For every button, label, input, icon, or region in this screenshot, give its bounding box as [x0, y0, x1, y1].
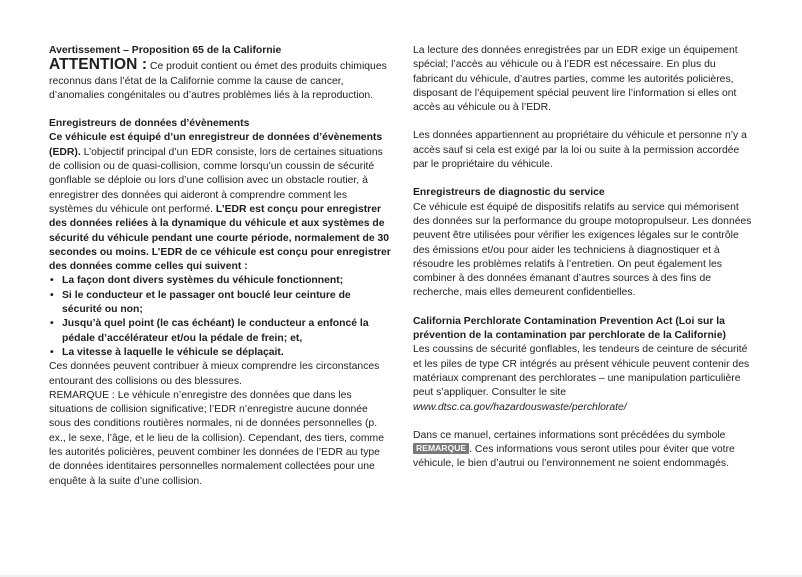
symbol-text-1: Dans ce manuel, certaines informations sont précédées du symbole	[413, 429, 726, 441]
diagnostic-paragraph: Ce véhicule est équipé de dispositifs relatifs au service qui mémorisent des données sur la performance du groupe motopropulseur. Les données peuvent être utilisées pour vérifier les exigences légales sur le contrôle des émissions et/ou pour aider les techniciens à diagnostiquer et à résoudre les problèmes relatifs à l’entretien. On peut également les combiner à des données émanant d’autres sources à des fins de recherche, mais elles demeurent confidentielles.	[413, 201, 752, 299]
perchlorate-heading: California Perchlorate Contamination Prevention Act (Loi sur la prévention de la contamination par perchlorate de la Californie)	[413, 315, 726, 342]
list-item: • La façon dont divers systèmes du véhicule fonctionnent;	[49, 274, 391, 288]
prop65-heading: Avertissement – Proposition 65 de la Californie	[49, 45, 282, 56]
attention-label: ATTENTION :	[49, 56, 148, 74]
diagnostic-heading: Enregistreurs de diagnostic du service	[413, 187, 605, 199]
edr-reading-paragraph: La lecture des données enregistrées par un EDR exige un équipement spécial; l’accès au véhicule ou à l’EDR est nécessaire. En plus du fabricant du véhicule, d’autres parties, comme les autorités policières, disposant de l’équipement spécial peuvent lire l’information si elles ont accès au véhicule ou à l’EDR.	[413, 45, 738, 114]
left-column	[49, 44, 391, 489]
list-item: • Si le conducteur et le passager ont bouclé leur ceinture de sécurité ou non;	[49, 289, 391, 318]
list-item: • La vitesse à laquelle le véhicule se déplaçait.	[49, 346, 391, 360]
edr-after-paragraph: Ces données peuvent contribuer à mieux comprendre les circonstances entourant des collisions ou des blessures.	[49, 361, 380, 387]
edr-text: L’objectif principal d’un EDR consiste, lors de certaines situations de collision ou de quasi-collision, comme lorsqu’un coussin de sécurité gonflable se déploie ou lors d’une collision avec un obstacle routier, à enregistrer des données qui aideront à comprendre comment les systèmes du véhicule ont performé.	[49, 146, 383, 215]
list-item: • Jusqu’à quel point (le cas échéant) le conducteur a enfoncé la pédale d’accélérateur et/ou la pédale de frein; et,	[49, 317, 391, 346]
prop65-paragraph	[49, 58, 391, 103]
perchlorate-link[interactable]: www.dtsc.ca.gov/hazardouswaste/perchlorate/	[413, 401, 627, 413]
symbol-paragraph	[413, 429, 757, 472]
edr-bullet-list	[49, 274, 391, 360]
edr-paragraph	[49, 131, 391, 274]
perchlorate-text: Les coussins de sécurité gonflables, les tendeurs de ceinture de sécurité et les piles de type CR intégrés au présent véhicule peuvent contenir des matériaux comprenant des perchlorates – une manipulation particulière peut s’appliquer. Consulter le site	[413, 344, 750, 399]
perchlorate-paragraph	[413, 343, 757, 414]
remarque-paragraph: REMARQUE : Le véhicule n’enregistre des données que dans les situations de collision significative; l’EDR n’enregistre aucune donnée sous des conditions routières normales, ni de données personnelles (p. ex., le sexe, l’âge, et le lieu de la collision). Cependant, des tiers, comme les autorités policières, peuvent combiner les données de l’EDR au type de données identitaires personnelles normalement collectées pour une enquête à la suite d’une collision.	[49, 389, 384, 487]
edr-bold-text: L’EDR est conçu pour enregistrer des données reliées à la dynamique du véhicule et aux systèmes de sécurité du véhicule pendant une courte période, normalement de 30 secondes ou moins. L’EDR de ce véhicule est conçu pour enregistrer des données comme celles qui suivent :	[49, 203, 391, 273]
symbol-text-2: . Ces informations vous seront utiles pour éviter que votre véhicule, le bien d’autrui ou l’environnement ne soient endommagés.	[413, 444, 735, 470]
prop65-text: Ce produit contient ou émet des produits chimiques reconnus dans l’état de la Californie comme la cause de cancer, d’anomalies congénitales ou d’autres problèmes liés à la reproduction.	[49, 61, 387, 101]
edr-ownership-paragraph: Les données appartiennent au propriétaire du véhicule et personne n’y a accès sauf si cela est exigé par la loi ou suite à la permission accordée par le propriétaire du véhicule.	[413, 130, 747, 171]
edr-bold-intro: Ce véhicule est équipé d’un enregistreur de données d’évènements (EDR).	[49, 132, 383, 158]
remarque-badge: REMARQUE	[413, 443, 469, 454]
right-column	[413, 44, 757, 472]
edr-heading: Enregistreurs de données d’évènements	[49, 118, 250, 130]
